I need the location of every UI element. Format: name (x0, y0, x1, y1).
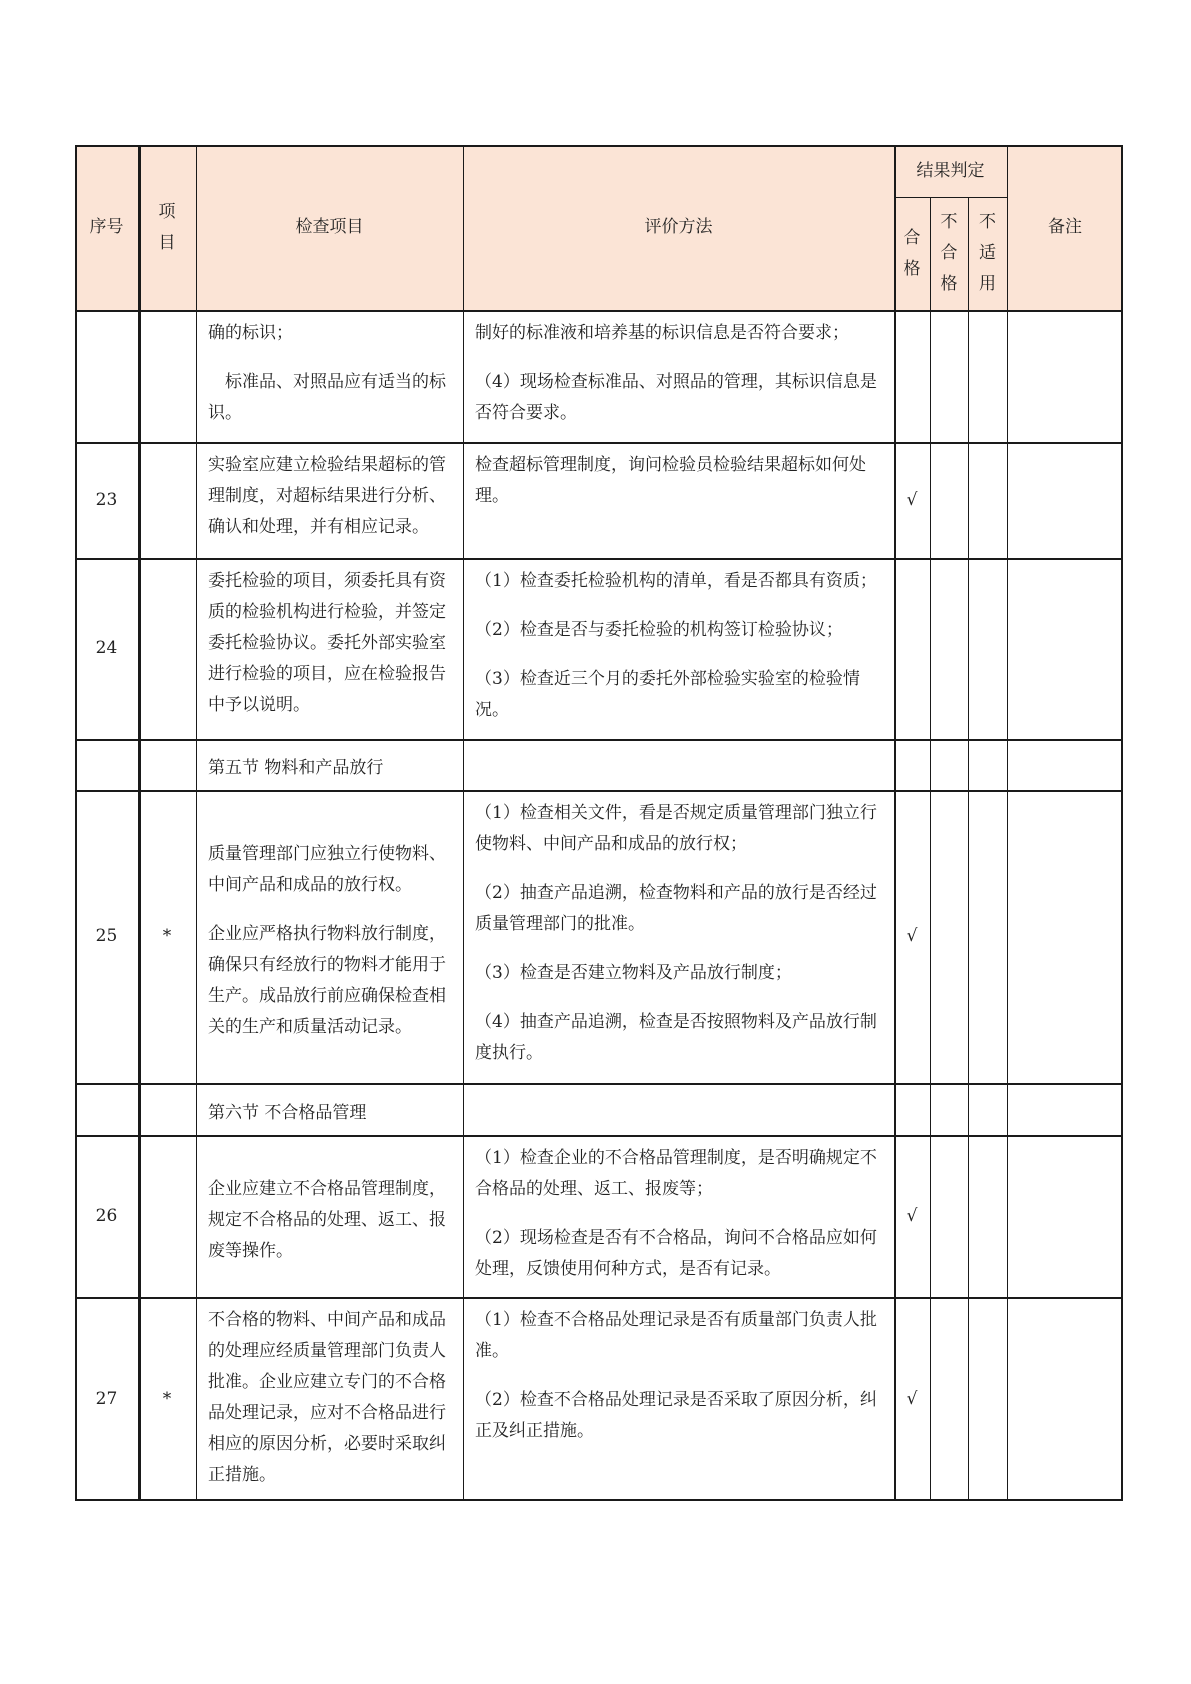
row-check-item-paragraph: 第五节 物料和产品放行 (208, 758, 384, 778)
row-check-item-paragraph: 不合格的物料、中间产品和成品的处理应经质量管理部门负责人批准。企业应建立专门的不合格品处理记录，应对不合格品进行相应的原因分析，必要时采取纠正措施。 (208, 1310, 446, 1485)
row-remark (1007, 790, 1123, 1083)
table-line (75, 1135, 1123, 1137)
row-na-mark (968, 1083, 1007, 1135)
header-result: 结果判定 (916, 160, 985, 181)
table-line (75, 1083, 1123, 1085)
header-item-char: 项 (158, 201, 176, 222)
header-fail-char: 格 (940, 274, 958, 294)
row-remark (1007, 1083, 1123, 1135)
row-na-mark (968, 310, 1007, 442)
table-line (75, 1499, 1123, 1501)
header-method: 评价方法 (644, 217, 713, 237)
row-method-paragraph: （4）现场检查标准品、对照品的管理，其标识信息是否符合要求。 (475, 372, 877, 423)
table-line (968, 197, 969, 1501)
row-seq: 27 (95, 1388, 118, 1409)
row-method-paragraph: （3）检查是否建立物料及产品放行制度； (475, 963, 792, 983)
table-line (196, 145, 197, 1501)
table-line (1121, 145, 1123, 1501)
row-method-paragraph: 制好的标准液和培养基的标识信息是否符合要求； (475, 323, 849, 343)
table-line (894, 145, 896, 1501)
row-method (463, 1135, 894, 1297)
row-method-paragraph: 检查超标管理制度，询问检验员检验结果超标如何处理。 (475, 455, 866, 506)
row-fail-mark (930, 1083, 968, 1135)
row-remark (1007, 1135, 1123, 1297)
row-flag (138, 739, 196, 790)
row-method (463, 310, 894, 442)
table-line (75, 442, 1123, 444)
header-pass-char: 合 (903, 227, 921, 248)
row-check-item-paragraph: 确的标识； (208, 323, 293, 343)
row-method-paragraph: （2）抽查产品追溯，检查物料和产品的放行是否经过质量管理部门的批准。 (475, 883, 877, 934)
row-seq: 25 (95, 926, 118, 946)
row-fail-mark (930, 790, 968, 1083)
row-fail-mark (930, 739, 968, 790)
row-na-mark (968, 1135, 1007, 1297)
row-method-paragraph: （4）抽查产品追溯，检查是否按照物料及产品放行制度执行。 (475, 1012, 877, 1063)
header-item (138, 145, 196, 310)
header-fail-char: 不 (940, 212, 958, 232)
row-pass-mark: √ (906, 1388, 918, 1409)
row-na-mark (968, 790, 1007, 1083)
row-pass-mark (894, 558, 930, 739)
table-line (75, 790, 1123, 792)
row-na-mark (968, 442, 1007, 558)
row-check-item-paragraph: 实验室应建立检验结果超标的管理制度，对超标结果进行分析、确认和处理，并有相应记录。 (208, 455, 446, 537)
row-method (463, 1297, 894, 1501)
table-line (930, 197, 931, 1501)
header-pass (894, 197, 930, 310)
header-na-char: 不 (979, 212, 996, 232)
row-method (463, 558, 894, 739)
row-seq (75, 739, 138, 790)
table-line (463, 145, 464, 1501)
header-seq: 序号 (89, 217, 124, 237)
row-check-item-paragraph: 质量管理部门应独立行使物料、中间产品和成品的放行权。 (208, 843, 446, 895)
header-remark: 备注 (1048, 217, 1082, 237)
row-fail-mark (930, 442, 968, 558)
row-check-item-paragraph: 企业应严格执行物料放行制度，确保只有经放行的物料才能用于生产。成品放行前应确保检查相关的生产和质量活动记录。 (208, 923, 446, 1037)
table-line (894, 197, 1007, 198)
header-na (968, 197, 1007, 310)
table-line (75, 739, 1123, 741)
row-seq: 24 (95, 638, 118, 658)
table-line (75, 558, 1123, 560)
row-method-paragraph: （2）检查是否与委托检验的机构签订检验协议； (475, 620, 843, 640)
header-item-char: 目 (158, 232, 176, 253)
row-na-mark (968, 739, 1007, 790)
row-method (463, 790, 894, 1083)
row-seq: 23 (95, 489, 118, 510)
row-method (463, 739, 894, 790)
row-method-paragraph: （1）检查相关文件，看是否规定质量管理部门独立行使物料、中间产品和成品的放行权； (475, 803, 877, 854)
row-remark (1007, 1297, 1123, 1501)
row-fail-mark (930, 558, 968, 739)
inspection-table (75, 145, 1123, 1501)
row-na-mark (968, 558, 1007, 739)
header-na-char: 适 (979, 243, 996, 263)
row-pass-mark: √ (906, 489, 918, 510)
table-line (1007, 145, 1008, 1501)
row-pass-mark (894, 739, 930, 790)
row-method-paragraph: （2）现场检查是否有不合格品，询问不合格品应如何处理，反馈使用何种方式，是否有记录。 (475, 1228, 877, 1279)
row-seq (75, 310, 138, 442)
row-check-item (196, 442, 463, 558)
row-flag (138, 1135, 196, 1297)
header-pass-char: 格 (903, 258, 921, 279)
header-fail-char: 合 (940, 243, 958, 263)
row-pass-mark (894, 1083, 930, 1135)
row-flag: * (162, 1388, 172, 1409)
header-na-char: 用 (979, 274, 996, 294)
row-seq (75, 1083, 138, 1135)
row-fail-mark (930, 1297, 968, 1501)
row-method-paragraph: （1）检查委托检验机构的清单，看是否都具有资质； (475, 571, 877, 591)
row-check-item-paragraph: 标准品、对照品应有适当的标识。 (208, 372, 446, 423)
table-line (75, 145, 1123, 147)
row-flag (138, 442, 196, 558)
row-remark (1007, 739, 1123, 790)
row-check-item (196, 1297, 463, 1501)
row-flag (138, 1083, 196, 1135)
header-check-item: 检查项目 (295, 217, 364, 237)
row-flag (138, 558, 196, 739)
row-check-item (196, 310, 463, 442)
row-check-item (196, 739, 463, 790)
row-pass-mark: √ (906, 1205, 918, 1226)
row-seq: 26 (95, 1205, 118, 1226)
row-flag: * (162, 926, 172, 946)
row-na-mark (968, 1297, 1007, 1501)
row-method (463, 1083, 894, 1135)
row-remark (1007, 310, 1123, 442)
table-line (138, 145, 141, 1501)
header-fail (930, 197, 968, 310)
row-method-paragraph: （2）检查不合格品处理记录是否采取了原因分析，纠正及纠正措施。 (475, 1390, 877, 1441)
row-check-item (196, 790, 463, 1083)
row-check-item (196, 1083, 463, 1135)
row-method-paragraph: （1）检查企业的不合格品管理制度，是否明确规定不合格品的处理、返工、报废等； (475, 1148, 877, 1199)
row-remark (1007, 442, 1123, 558)
row-check-item (196, 558, 463, 739)
row-flag (138, 310, 196, 442)
row-check-item-paragraph: 企业应建立不合格品管理制度，规定不合格品的处理、返工、报废等操作。 (208, 1178, 446, 1261)
table-line (75, 1297, 1123, 1299)
row-fail-mark (930, 1135, 968, 1297)
row-method-paragraph: （3）检查近三个月的委托外部检验实验室的检验情况。 (475, 669, 860, 720)
row-pass-mark (894, 310, 930, 442)
row-method-paragraph: （1）检查不合格品处理记录是否有质量部门负责人批准。 (475, 1310, 877, 1361)
row-check-item-paragraph: 委托检验的项目，须委托具有资质的检验机构进行检验，并签定委托检验协议。委托外部实验室进行检验的项目，应在检验报告中予以说明。 (208, 571, 446, 715)
table-line (75, 310, 1123, 312)
row-fail-mark (930, 310, 968, 442)
table-line (75, 145, 77, 1501)
row-pass-mark: √ (906, 926, 918, 946)
row-remark (1007, 558, 1123, 739)
row-check-item-paragraph: 第六节 不合格品管理 (208, 1102, 367, 1123)
row-check-item (196, 1135, 463, 1297)
row-method (463, 442, 894, 558)
